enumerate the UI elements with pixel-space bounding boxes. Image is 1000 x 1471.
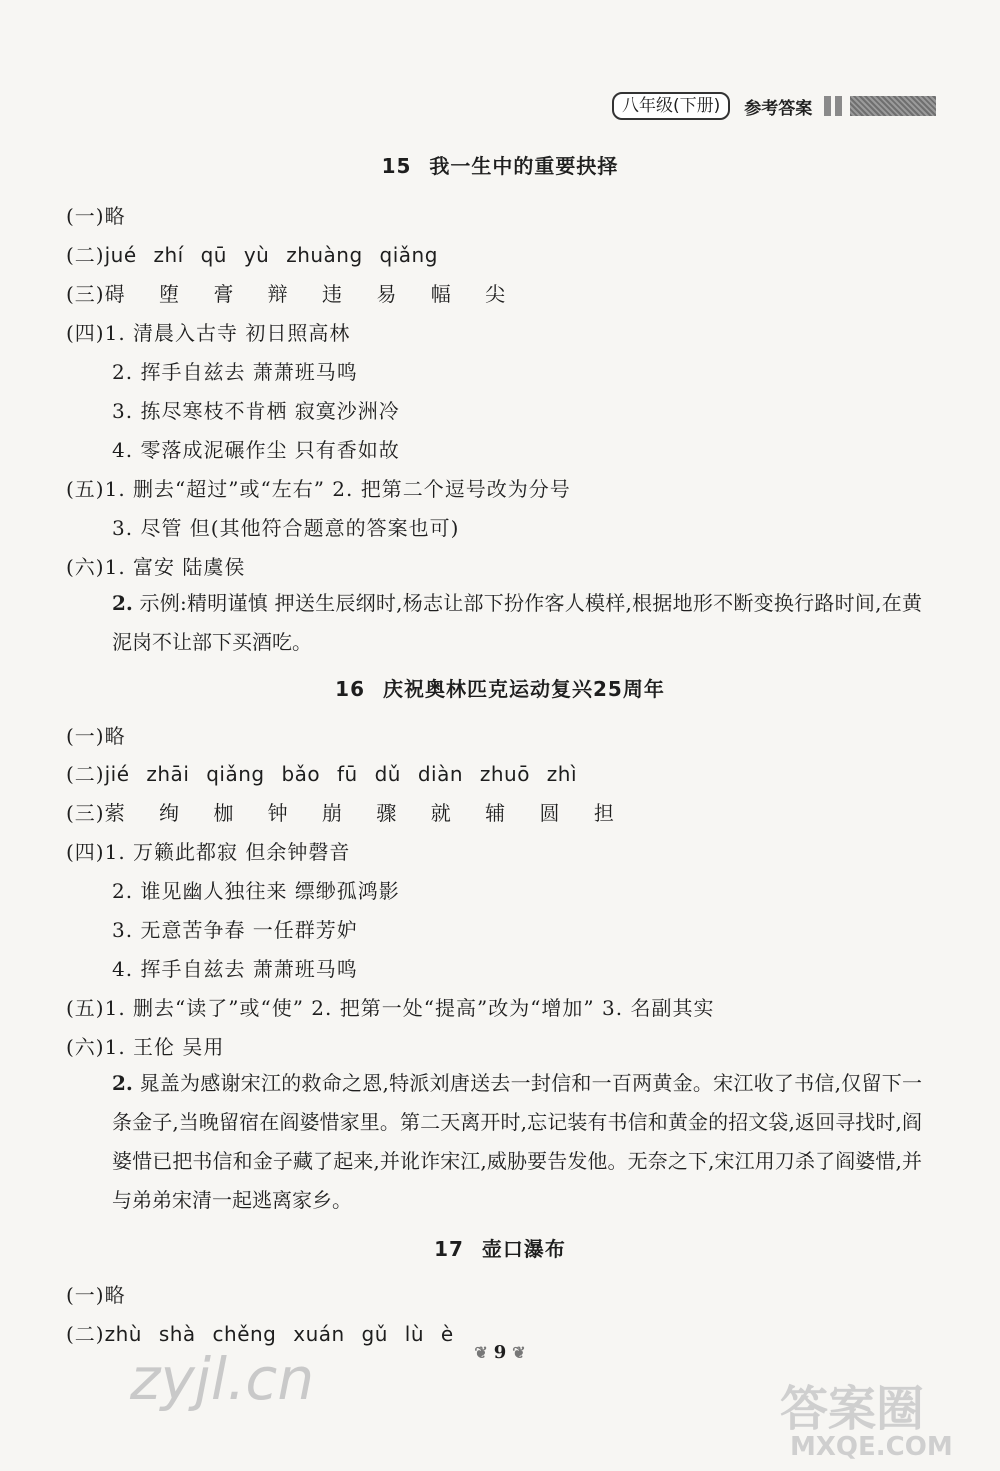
- site-watermark: zyjl.cn: [130, 1345, 315, 1413]
- answer-line: 3. 尽管 但(其他符合题意的答案也可): [112, 516, 460, 540]
- answer-line: (一)略: [66, 1283, 126, 1307]
- leaf-icon: ❦: [474, 1343, 488, 1362]
- page-header: [612, 92, 982, 120]
- header-decoration: [824, 96, 936, 116]
- section-name: 我一生中的重要抉择: [429, 154, 619, 178]
- answer-line: (四)1. 清晨入古寺 初日照高林: [66, 321, 351, 345]
- answer-line: (二)jué zhí qū yù zhuàng qiǎng: [66, 243, 438, 267]
- answer-paragraph: 2. 晁盖为感谢宋江的救命之恩,特派刘唐送去一封信和一百两黄金。宋江收了书信,仅留下一条金子,当晚留宿在阎婆惜家里。第二天离开时,忘记装有书信和黄金的招文袋,返回寻找时,阎婆惜已把书信和金子藏了起来,并讹诈宋江,威胁要告发他。无奈之下,宋江用刀杀了阎婆惜,并与弟弟宋清一起逃离家乡。: [112, 1071, 922, 1212]
- answer-line: (五)1. 删去“读了”或“使” 2. 把第一处“提高”改为“增加” 3. 名副其实: [66, 996, 715, 1020]
- leaf-icon: ❦: [512, 1343, 526, 1362]
- answer-line: (一)略: [66, 204, 126, 228]
- answer-line: (四)1. 万籁此都寂 但余钟磬音: [66, 840, 351, 864]
- section-title-17: [0, 1233, 1000, 1262]
- answer-line: 4. 挥手自兹去 萧萧班马鸣: [112, 957, 358, 981]
- answer-paragraph: 2. 示例:精明谨慎 押送生辰纲时,杨志让部下扮作客人模样,根据地形不断变换行路时间,在黄泥岗不让部下买酒吃。: [112, 591, 922, 654]
- section-number: 16: [335, 677, 365, 701]
- answer-line: (二)jié zhāi qiǎng bǎo fū dǔ diàn zhuō zhì: [66, 762, 578, 786]
- answer-line: 3. 拣尽寒枝不肯栖 寂寞沙洲冷: [112, 399, 400, 423]
- section-title-16: [0, 673, 1000, 702]
- section-name: 庆祝奥林匹克运动复兴25周年: [383, 677, 665, 701]
- answer-line: (六)1. 王伦 吴用: [66, 1035, 225, 1059]
- section-title-15: [0, 150, 1000, 179]
- header-title: 参考答案: [744, 98, 813, 119]
- answer-line: (三)碍 堕 膏 辩 违 易 幅 尖: [66, 282, 520, 306]
- answer-line: 2. 挥手自兹去 萧萧班马鸣: [112, 360, 358, 384]
- page-number: ❦ 9 ❦: [474, 1342, 526, 1363]
- domain-watermark: MXQE.COM: [790, 1432, 953, 1462]
- answer-line: 3. 无意苦争春 一任群芳妒: [112, 918, 358, 942]
- answer-line: (一)略: [66, 724, 126, 748]
- section-name: 壶口瀑布: [481, 1237, 566, 1261]
- grade-tag: 八年级(下册): [612, 92, 730, 120]
- logo-watermark: 答案圈: [780, 1381, 925, 1437]
- answer-line: (六)1. 富安 陆虞侯: [66, 555, 246, 579]
- answer-line: (二)zhù shà chěng xuán gǔ lù è: [66, 1322, 454, 1346]
- answer-line: (三)萦 绚 枷 钟 崩 骤 就 辅 圆 担: [66, 801, 628, 825]
- answer-line: (五)1. 删去“超过”或“左右” 2. 把第二个逗号改为分号: [66, 477, 571, 501]
- answer-line: 4. 零落成泥碾作尘 只有香如故: [112, 438, 400, 462]
- section-number: 15: [381, 154, 412, 178]
- answer-line: 2. 谁见幽人独往来 缥缈孤鸿影: [112, 879, 400, 903]
- section-number: 17: [434, 1237, 464, 1261]
